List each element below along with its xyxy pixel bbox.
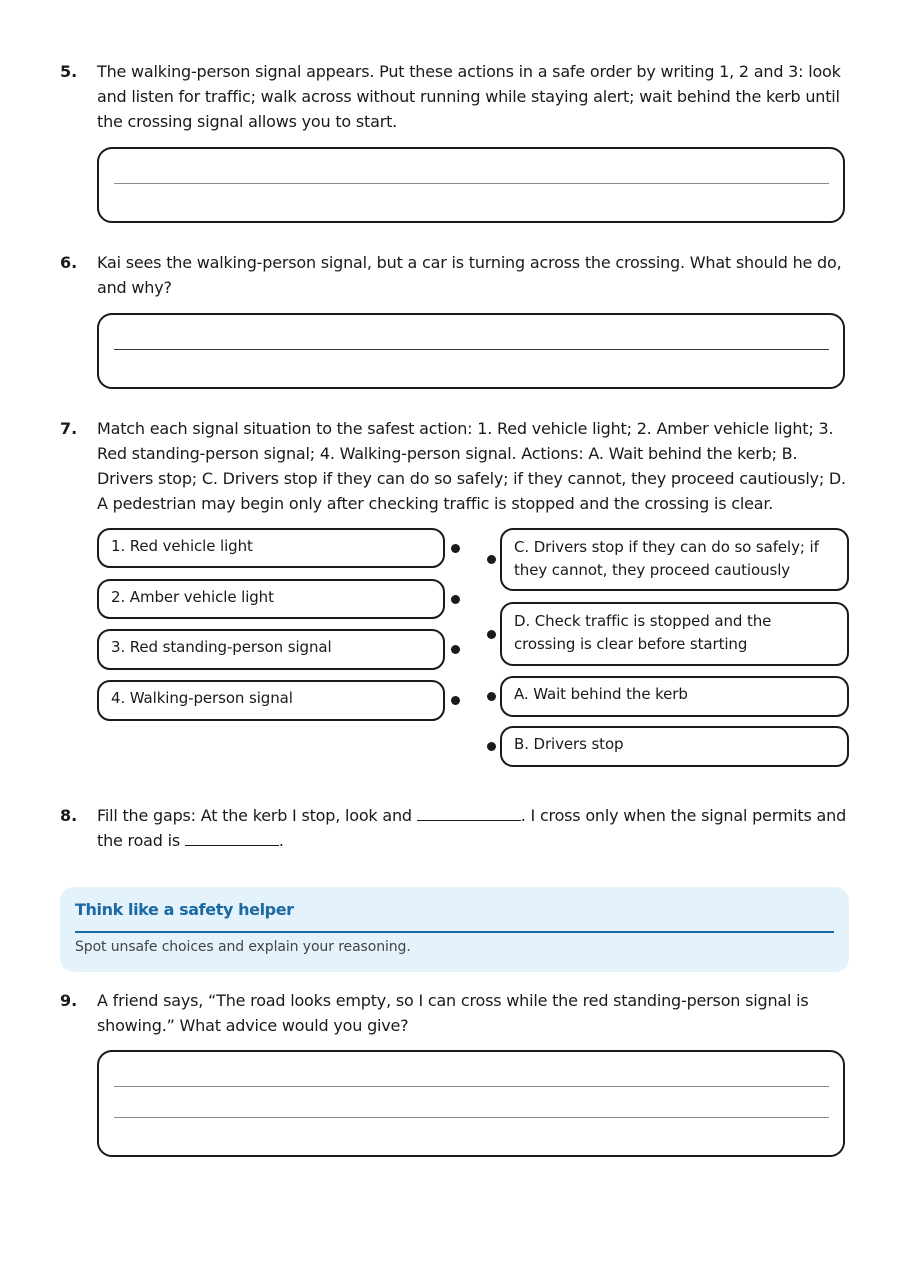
match-connector-dot[interactable] (451, 595, 460, 604)
question-text: Kai sees the walking-person signal, but a car is turning across the crossing. What should he do, and why? (97, 253, 842, 297)
answer-line (114, 349, 829, 350)
question-number: 8. (60, 806, 78, 825)
question-text: Match each signal situation to the safest action: 1. Red vehicle light; 2. Amber vehicle light; 3. Red standing-person signal; 4. Walking-person signal. Actions: A. Wait behind the kerb; B. Drivers stop; C. Drivers stop if they can do so safely; if they cannot, they proceed cautiously; D. A pedestrian may begin only after checking traffic is stopped and the crossing is clear. (97, 419, 846, 513)
match-left-item-3[interactable]: 3. Red standing-person signal (97, 629, 445, 670)
match-left-item-4[interactable]: 4. Walking-person signal (97, 680, 445, 721)
match-left-item-2[interactable]: 2. Amber vehicle light (97, 579, 445, 619)
answer-line (114, 183, 829, 184)
question-text: Fill the gaps: At the kerb I stop, look and . I cross only when the signal permits and the road is . (97, 806, 847, 850)
match-right-item-d[interactable]: D. Check traffic is stopped and the crossing is clear before starting (500, 602, 849, 666)
match-connector-dot[interactable] (487, 742, 496, 751)
match-connector-dot[interactable] (451, 544, 460, 553)
callout-title: Think like a safety helper (75, 900, 294, 919)
callout-subtitle: Spot unsafe choices and explain your reasoning. (75, 939, 411, 955)
match-right-item-c[interactable]: C. Drivers stop if they can do so safely; if they cannot, they proceed cautiously (500, 528, 849, 591)
match-connector-dot[interactable] (451, 645, 460, 654)
match-connector-dot[interactable] (451, 696, 460, 705)
answer-line (114, 1086, 829, 1087)
match-right-item-a[interactable]: A. Wait behind the kerb (500, 676, 849, 717)
match-connector-dot[interactable] (487, 630, 496, 639)
safety-helper-callout (60, 887, 849, 972)
fill-gap-2[interactable] (185, 831, 279, 846)
answer-box-q5[interactable] (97, 147, 845, 223)
question-number: 5. (60, 62, 78, 81)
fill-gap-1[interactable] (417, 806, 521, 821)
callout-divider (75, 931, 834, 933)
match-connector-dot[interactable] (487, 692, 496, 701)
answer-box-q9[interactable] (97, 1050, 845, 1157)
question-text: A friend says, “The road looks empty, so I can cross while the red standing-person signal is showing.” What advice would you give? (97, 991, 809, 1035)
match-connector-dot[interactable] (487, 555, 496, 564)
match-left-item-1[interactable]: 1. Red vehicle light (97, 528, 445, 568)
answer-box-q6[interactable] (97, 313, 845, 389)
question-text: The walking-person signal appears. Put these actions in a safe order by writing 1, 2 and 3: look and listen for traffic; walk across without running while staying alert; wait behind the kerb until the crossing signal allows you to start. (97, 62, 841, 131)
question-number: 7. (60, 419, 78, 438)
question-number: 6. (60, 253, 78, 272)
question-number: 9. (60, 991, 78, 1010)
answer-line (114, 1117, 829, 1118)
match-right-item-b[interactable]: B. Drivers stop (500, 726, 849, 767)
